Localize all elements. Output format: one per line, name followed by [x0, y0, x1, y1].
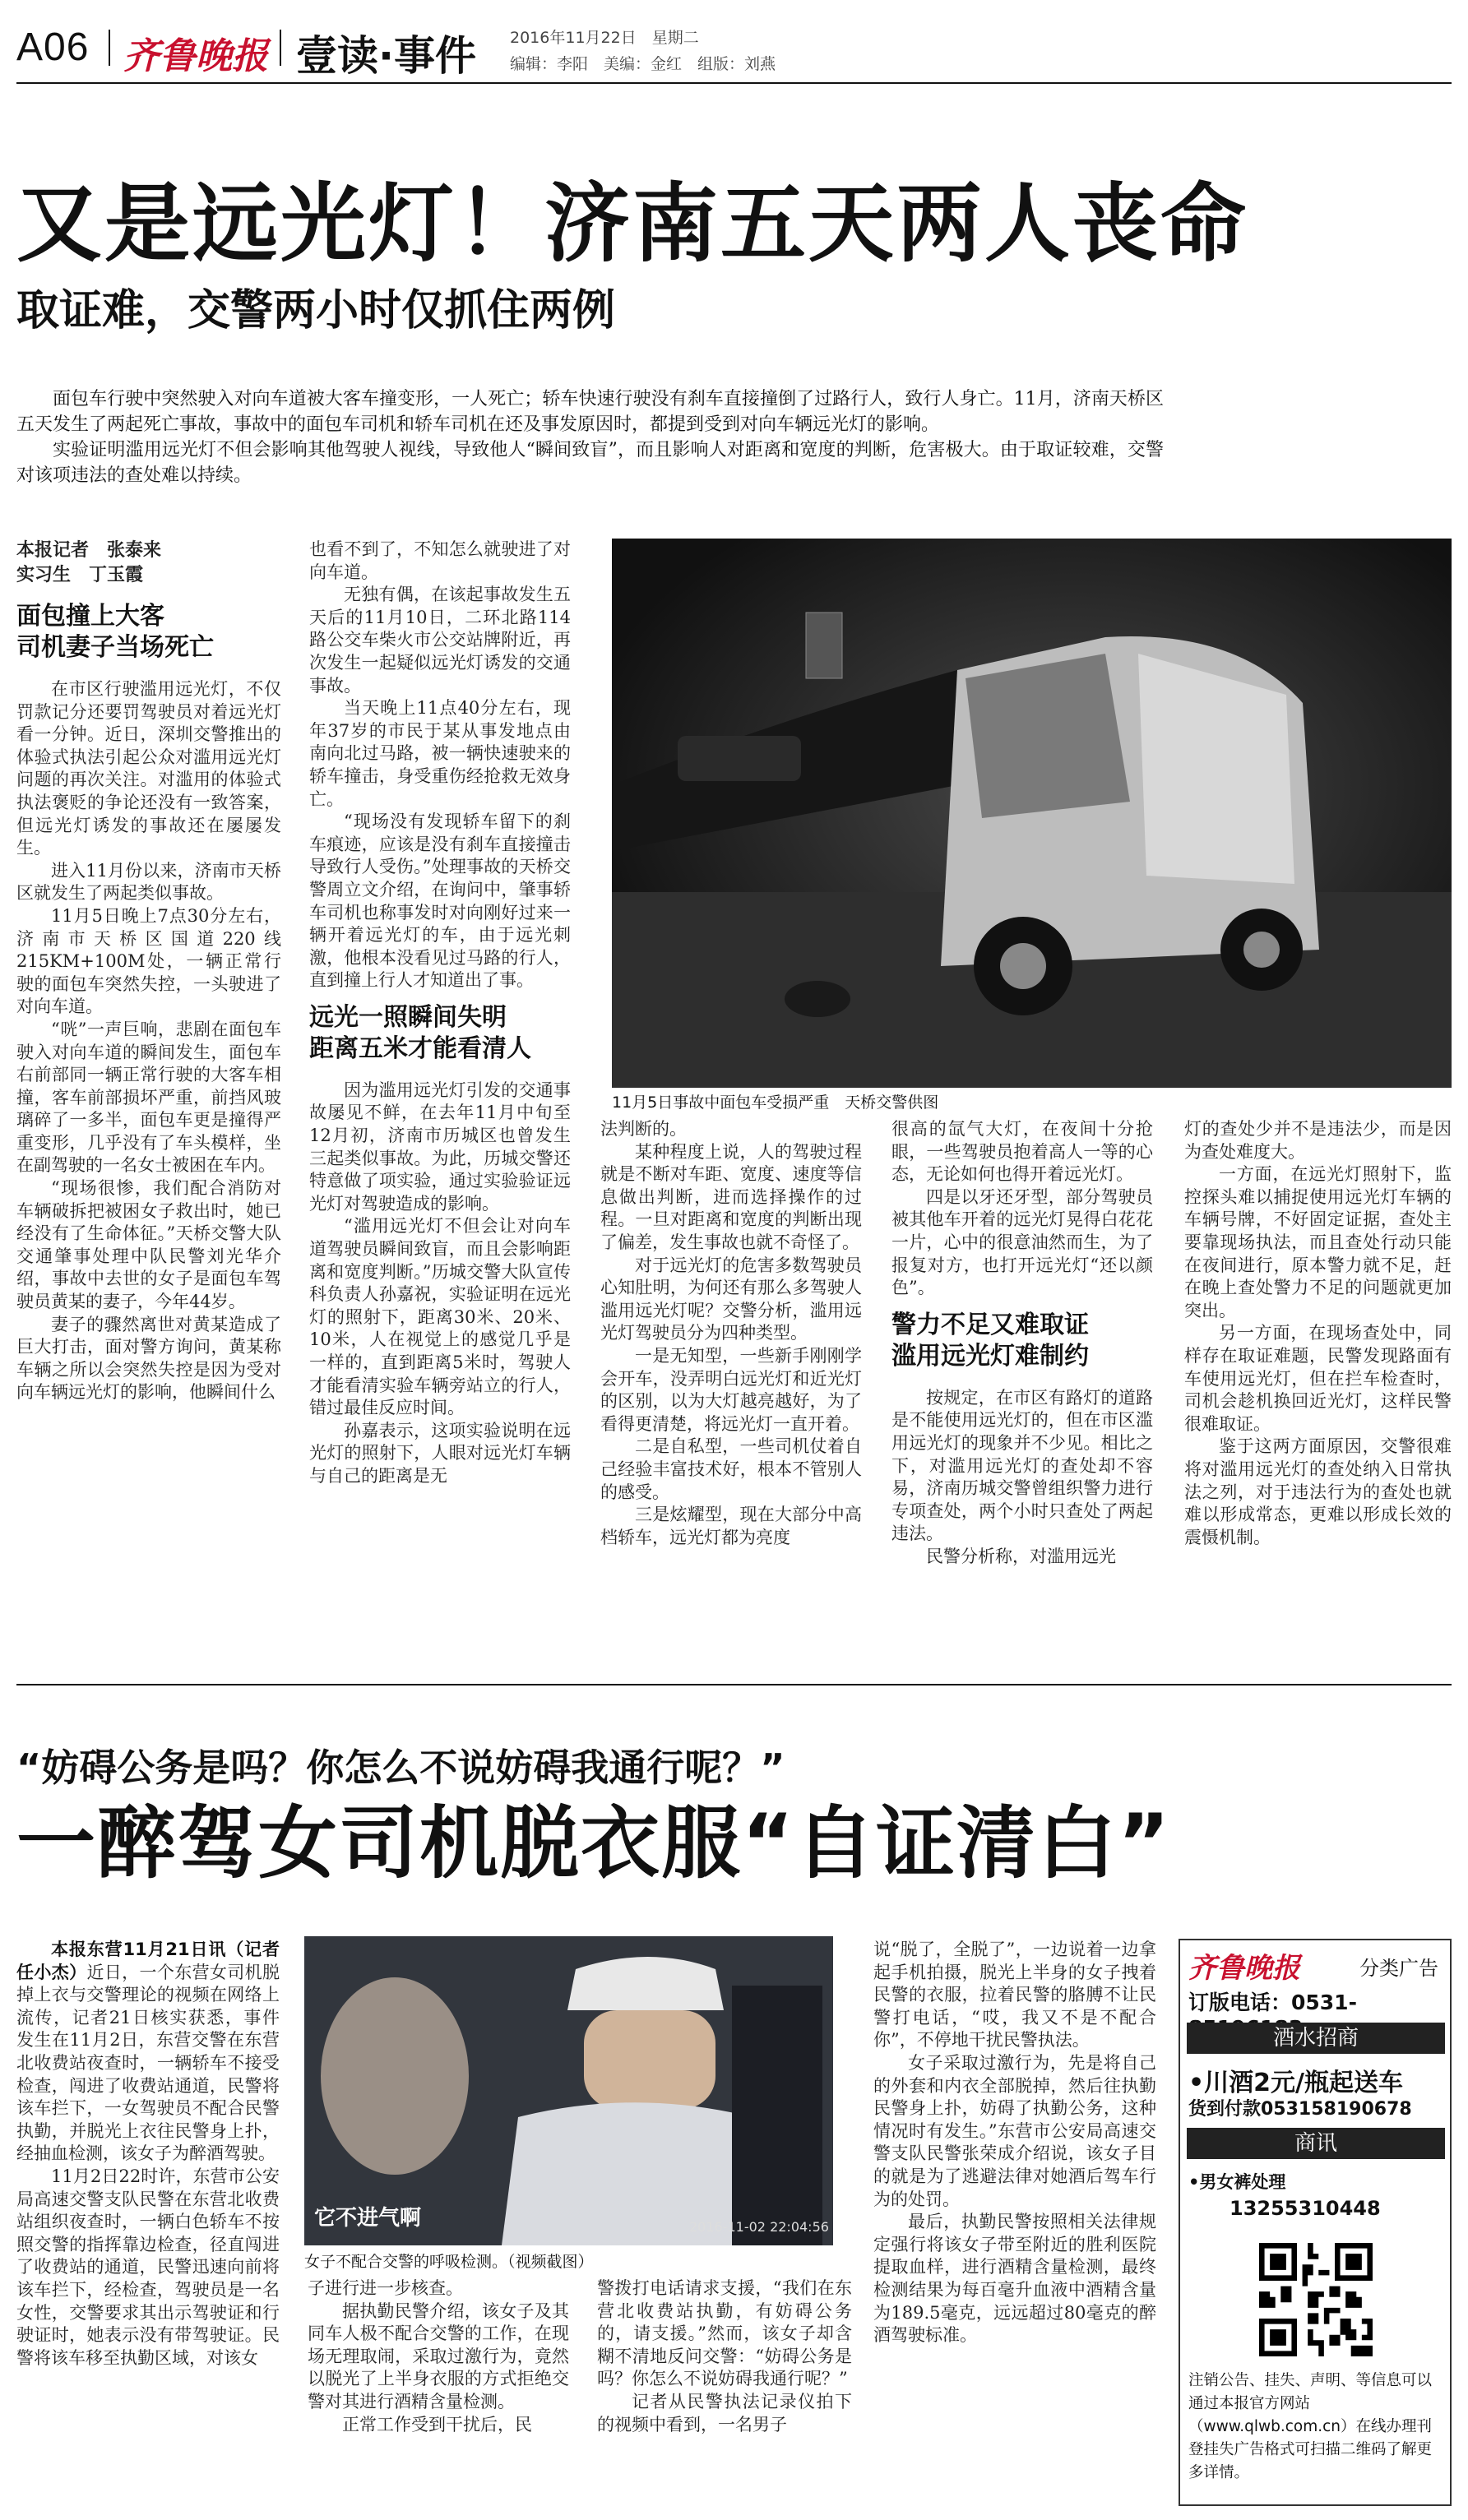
paragraph: 正常工作受到干扰后，民 [342, 2414, 532, 2434]
paragraph: 本报东营11月21日讯（记者 任小杰）近日，一个东营女司机脱掉上衣与交警理论的视频在网络上流传，记者21日核实获悉，事件发生在11月2日，东营交警在东营北收费站夜查时，一辆轿车不接受检查，闯进了收费站通道，民警将该车拦下，一女驾驶员不配合民警执勤，并脱光上衣往民警身上扑，经抽血检测，该女子为醉酒驾驶。 [16, 1940, 297, 2164]
story1-subheadline: 取证难，交警两小时仅抓住两例 [16, 286, 616, 335]
subheading: 警力不足又难取证 滥用远光灯难制约 [891, 1310, 1089, 1371]
page-number: A06 [16, 25, 90, 69]
story2-column-2 [308, 2277, 569, 2436]
photo-caption: 女子不配合交警的呼吸检测。（视频截图） [304, 2253, 594, 2271]
paragraph: 四是以牙还牙型，部分驾驶员被其他车开着的远光灯晃得白花花一片，心中的很意油然而生，为了报复对方，也打开远光灯“还以颜色”。 [891, 1186, 1153, 1298]
story1-column-1 [16, 539, 281, 1404]
paragraph: 11月5日晚上7点30分左右，济南市天桥区国道220线215KM+100M处，一辆正常行驶的面包车突然失控，一头驶进了对向车道。 [16, 905, 281, 1017]
issue-info [510, 25, 776, 77]
paragraph: 在市区行驶滥用远光灯，不仅罚款记分还要罚驾驶员对着远光灯看一分钟。近日，深圳交警推出的体验式执法引起公众对滥用远光灯问题的再次关注。对滥用的体验式执法褒贬的争论还没有一致答案，但远光灯诱发的事故还在屡屡发生。 [16, 679, 281, 858]
paragraph: 孙嘉表示，这项实验说明在远光灯的照射下，人眼对远光灯车辆与自己的距离是无 [309, 1420, 571, 1486]
paragraph: 另一方面，在现场查处中，同样存在取证难题，民警发现路面有车使用远光灯，但在拦车检查时，司机会趁机换回近光灯，这样民警很难取证。 [1184, 1323, 1452, 1434]
story2-kicker: “妨碍公务是吗？你怎么不说妨碍我通行呢？” [16, 1746, 785, 1790]
ad-category: 分类广告 [1359, 1957, 1438, 1980]
police-video-image [304, 1936, 833, 2245]
paragraph: 也看不到了，不知怎么就驶进了对向车道。 [309, 539, 571, 582]
divider [109, 30, 110, 66]
paragraph: 记者从民警执法记录仪拍下的视频中看到，一名男子 [597, 2391, 852, 2434]
ad-item-phone: 13255310448 [1230, 2197, 1381, 2220]
ad-footer-text: 注销公告、挂失、声明、等信息可以通过本报官方网站（www.qlwb.com.cn）在线办理刊登挂失广告格式可扫描二维码了解更多详情。 [1188, 2372, 1433, 2481]
paragraph: 对于远光灯的危害多数驾驶员心知肚明，为何还有那么多驾驶人滥用远光灯呢？交警分析，滥用远光灯驾驶员分为四种类型。 [600, 1255, 862, 1343]
paragraph: 二是自私型，一些司机仗着自己经验丰富技术好，根本不管别人的感受。 [600, 1436, 862, 1502]
ad-band-liquor: 酒水招商 [1187, 2023, 1445, 2054]
ad-phone: 订版电话：0531- [1188, 1991, 1357, 2014]
paragraph: 警拨打电话请求支援，“我们在东营北收费站执勤，有妨碍公务的，请支援。”然而，该女子却含糊不清地反问交警：“妨碍公务是吗？你怎么不说妨碍我通行呢？” [597, 2278, 852, 2389]
paragraph: 民警分析称，对滥用远光 [926, 1546, 1116, 1566]
video-timestamp: 2016-11-02 22:04:56 [689, 2219, 829, 2235]
story1-column-3 [600, 1118, 862, 1549]
ad-item-detail: 货到付款05315819067​8 [1188, 2099, 1412, 2120]
paragraph: 某种程度上说，人的驾驶过程就是不断对车距、宽度、速度等信息做出判断，进而选择操作的过程。一旦对距离和宽度的判断出现了偏差，发生事故也就不奇怪了。 [600, 1141, 862, 1252]
story1-column-4 [891, 1118, 1153, 1569]
divider [280, 30, 281, 66]
paragraph: 妻子的骤然离世对黄某造成了巨大打击，面对警方询问，黄某称车辆之所以会突然失控是因为受对向车辆远光灯的影响，他瞬间什么 [16, 1314, 281, 1403]
date-line: 2016年11月22日 星期二 [510, 29, 699, 47]
minivan-wreck-image [612, 539, 1452, 1088]
story1-lede [16, 386, 1164, 488]
paragraph: 11月2日22时许，东营市公安局高速交警支队民警在东营北收费站组织夜查时，一辆白色轿车不按照交警的指挥靠边检查，径直闯进了收费站的通道，民警迅速向前将该车拦下，经检查，驾驶员是一名女性，交警要求其出示驾驶证和行驶证时，她表示没有带驾驶证。民警将该车移至执勤区域，对该女 [16, 2166, 280, 2368]
ad-item-title: •川酒2元/瓶起送车 [1188, 2069, 1404, 2097]
ad-item-title: •男女裤处理 [1188, 2172, 1286, 2192]
paragraph: 当天晚上11点40分左右，现年37岁的市民于某从事发地点由南向北过马路，被一辆快速驶来的轿车撞击，身受重伤经抢救无效身亡。 [309, 698, 571, 809]
video-screenshot [304, 1936, 833, 2245]
paragraph: 进入11月份以来，济南市天桥区就发生了两起类似事故。 [16, 860, 281, 904]
accident-photo [612, 539, 1452, 1088]
lede-paragraph: 实验证明滥用远光灯不但会影响其他驾驶人视线，导致他人“瞬间致盲”，而且影响人对距离和宽度的判断，危害极大。由于取证较难，交警对该项违法的查处难以持续。 [16, 440, 1164, 486]
ad-logo: 齐鲁晚报 [1188, 1952, 1300, 1985]
paragraph: 据执勤民警介绍，该女子及其同车人极不配合交警的工作，在现场无理取闹，采取过激行为，竟然以脱光了上半身衣服的方式拒绝交警对其进行酒精含量检测。 [308, 2300, 569, 2411]
story2-headline: 一醉驾女司机脱衣服“自证清白” [16, 1797, 1172, 1889]
photo-caption: 11月5日事故中面包车受损严重 天桥交警供图 [612, 1094, 939, 1112]
paragraph: 鉴于这两方面原因，交警很难将对滥用远光灯的查处纳入日常执法之列，对于违法行为的查处也就难以形成常态，更难以形成长效的震慑机制。 [1184, 1436, 1452, 1547]
staff-line: 编辑：李阳 美编：金红 组版：刘燕 [510, 55, 776, 73]
paragraph: 按规定，在市区有路灯的道路是不能使用远光灯的，但在市区滥用远光灯的现象并不少见。相比之下，对滥用远光灯的查处却不容易，济南历城交警曾组织警力进行专项查处，两个小时只查处了两起违法。 [891, 1387, 1153, 1544]
story1-headline: 又是远光灯！济南五天两人丧命 [16, 173, 1249, 274]
story1-column-5 [1184, 1118, 1452, 1549]
qr-code-icon [1259, 2243, 1373, 2356]
paragraph: “咣”一声巨响，悲剧在面包车驶入对向车道的瞬间发生，面包车右前部同一辆正常行驶的大客车相撞，客车前部损坏严重，前挡风玻璃碎了一多半，面包车更是撞得严重变形，几乎没有了车头模样，坐在副驾驶的一名女士被困在车内。 [16, 1019, 281, 1176]
story1-column-2 [309, 539, 571, 1488]
story2-column-4 [873, 1939, 1156, 2347]
newspaper-logo: 齐鲁晚报 [123, 35, 268, 77]
lede-paragraph: 面包车行驶中突然驶入对向车道被大客车撞变形，一人死亡；轿车快速行驶没有刹车直接撞倒了过路行人，致行人身亡。11月，济南天桥区五天发生了两起死亡事故，事故中的面包车司机和轿车司机在还及事发原因时，都提到受到对向车辆远光灯的影响。 [16, 389, 1164, 435]
subheading: 远光一照瞬间失明 距离五米才能看清人 [309, 1002, 531, 1063]
story2-column-1 [16, 1939, 297, 2370]
section-divider [16, 1684, 1452, 1685]
paragraph: 灯的查处少并不是违法少，而是因为查处难度大。 [1184, 1119, 1452, 1162]
paragraph: “现场很惨，我们配合消防对车辆破拆把被困女子救出时，她已经没有了生命体征。”天桥交警大队交通肇事处理中队民警刘光华介绍，事故中去世的女子是面包车驾驶员黄某的妻子，今年44岁。 [16, 1178, 281, 1312]
paragraph: 最后，执勤民警按照相关法律规定强行将该女子带至附近的胜利医院提取血样，进行酒精含量检测，最终检测结果为每百毫升血液中酒精含量为189.5毫克，远远超过80毫克的醉酒驾驶标准。 [873, 2212, 1156, 2346]
ad-band-news: 商讯 [1187, 2128, 1445, 2159]
paragraph: 一方面，在远光灯照射下，监控探头难以捕捉使用远光灯车辆的车辆号牌，不好固定证据，查处主要靠现场执法，而且查处行动只能在夜间进行，原本警力就不足，赶在晚上查处警力不足的问题就更加突出。 [1184, 1164, 1452, 1320]
paragraph: “滥用远光灯不但会让对向车道驾驶员瞬间致盲，而且会影响距离和宽度判断。”历城交警大队宣传科负责人孙嘉祝，实验证明在远光灯的照射下，距离30米、20米、10米，人在视觉上的感觉几乎是一样的，直到距离5米时，驾驶人才能看清实验车辆旁站立的行人，错过最佳反应时间。 [309, 1216, 571, 1418]
paragraph: 一是无知型，一些新手刚刚学会开车，没弄明白远光灯和近光灯的区别，以为大灯越亮越好，为了看得更清楚，将远光灯一直开着。 [600, 1345, 862, 1434]
paragraph: 说“脱了，全脱了”，一边说着一边拿起手机拍摄，脱光上半身的女子拽着民警的衣服，拉着民警的胳膊不让民警打电话，“哎，我又不是不配合你”，不停地干扰民警执法。 [873, 1940, 1156, 2051]
paragraph: 法判断的。 [600, 1119, 687, 1139]
paragraph: 子进行进一步核查。 [308, 2278, 463, 2298]
section-title: 壹读·事件 [296, 32, 476, 80]
paragraph: 女子采取过激行为，先是将自己的外套和内衣全部脱掉，然后往执勤民警身上扑，妨碍了执勤公务，这种情况时有发生。”东营市公安局高速交警支队民警张荣成介绍说，该女子目的就是为了逃避法律对她酒后驾车行为的处罚。 [873, 2052, 1156, 2209]
subheading: 面包撞上大客 司机妻子当场死亡 [16, 602, 214, 662]
dateline: 本报东营11月21日讯（记者 任小杰） [16, 1940, 297, 1982]
video-subtitle: 它不进气啊 [314, 2206, 422, 2231]
byline: 本报记者 张泰来 实习生 丁玉霞 [16, 540, 162, 585]
paragraph: 很高的氙气大灯，在夜间十分抢眼，一些驾驶员抱着高人一等的心态，无论如何也得开着远光灯。 [891, 1119, 1153, 1185]
paragraph: 无独有偶，在该起事故发生五天后的11月10日，二环北路114路公交车柴火市公交站牌附近，再次发生一起疑似远光灯诱发的交通事故。 [309, 585, 571, 696]
masthead [16, 18, 1452, 84]
paragraph: 三是炫耀型，现在大部分中高档轿车，远光灯都为亮度 [600, 1505, 862, 1547]
paragraph: “现场没有发现轿车留下的刹车痕迹，应该是没有刹车直接撞击导致行人受伤。”处理事故的天桥交警周立文介绍，在询问中，肇事轿车司机也称事发时对向刚好过来一辆开着远光灯的车，由于远光刺激，他根本没看见过马路的行人，直到撞上行人才知道出了事。 [309, 811, 571, 991]
classified-ad-box [1179, 1939, 1452, 2506]
paragraph: 因为滥用远光灯引发的交通事故屡见不鲜，在去年11月中旬至12月初，济南市历城区也曾发生三起类似事故。为此，历城交警还特意做了项实验，通过实验验证远光灯对驾驶造成的影响。 [309, 1080, 571, 1214]
story2-column-3 [597, 2277, 852, 2436]
